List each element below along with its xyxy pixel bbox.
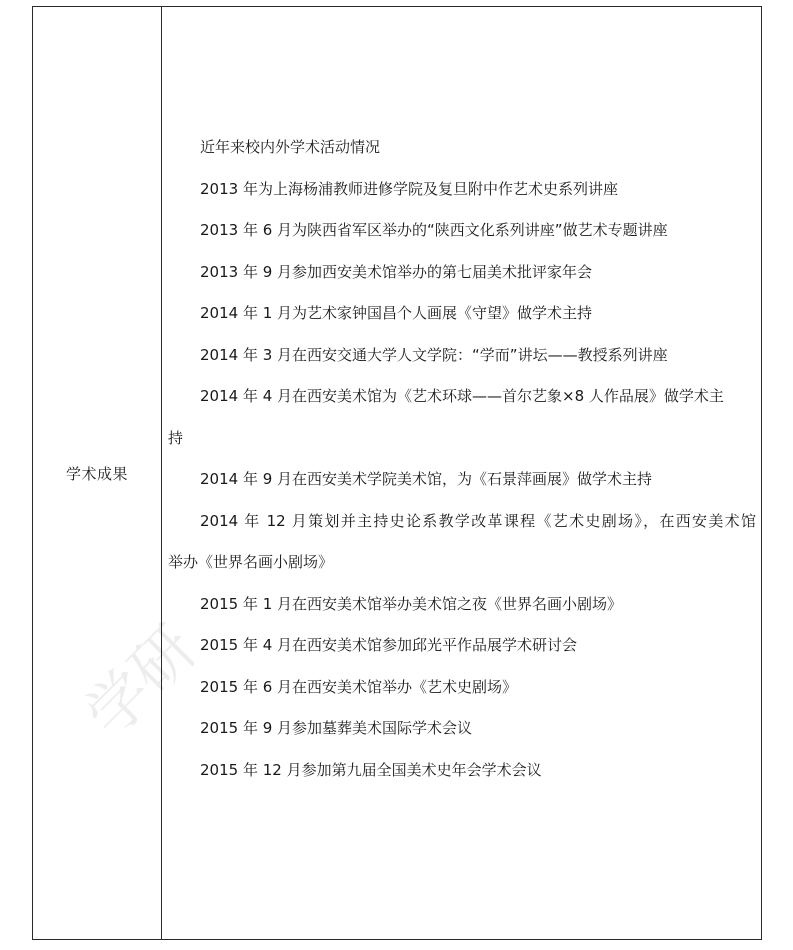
activity-line: 2013 年 9 月参加西安美术馆举办的第七届美术批评家年会 [200,262,593,281]
activity-line: 2013 年为上海杨浦教师进修学院及复旦附中作艺术史系列讲座 [200,179,618,198]
activity-line: 2015 年 12 月参加第九届全国美术史年会学术会议 [200,760,542,779]
activity-line: 2014 年 9 月在西安美术学院美术馆，为《石景萍画展》做学术主持 [200,470,653,488]
watermark: 学研 [71,611,211,751]
achievements-table [32,6,762,940]
activity-line: 2015 年 4 月在西安美术馆参加邱光平作品展学术研讨会 [200,636,578,654]
section-heading: 近年来校内外学术活动情况 [200,138,381,156]
activity-line: 2014 年 3 月在西安交通大学人文学院：“学而”讲坛——教授系列讲座 [200,345,668,364]
activity-line-continuation: 举办《世界名画小剧场》 [168,553,334,571]
content-cell [168,127,758,791]
activity-line: 2015 年 9 月参加墓葬美术国际学术会议 [200,719,473,737]
activity-line: 2015 年 1 月在西安美术馆举办美术馆之夜《世界名画小剧场》 [200,594,623,613]
activity-line: 2015 年 6 月在西安美术馆举办《艺术史剧场》 [200,677,518,696]
activity-line: 2014 年 4 月在西安美术馆为《艺术环球——首尔艺象×8 人作品展》做学术主 [200,387,724,405]
label-academic-achievements: 学术成果 [65,464,128,483]
column-divider [161,7,162,939]
activity-line-continuation: 持 [168,428,184,447]
label-cell [33,7,161,939]
activity-line: 2014 年 1 月为艺术家钟国昌个人画展《守望》做学术主持 [200,304,593,322]
activity-line: 2014 年 12 月策划并主持史论系教学改革课程《艺术史剧场》，在西安美术馆 [200,511,756,530]
activity-line: 2013 年 6 月为陕西省军区举办的“陕西文化系列讲座”做艺术专题讲座 [200,221,668,239]
